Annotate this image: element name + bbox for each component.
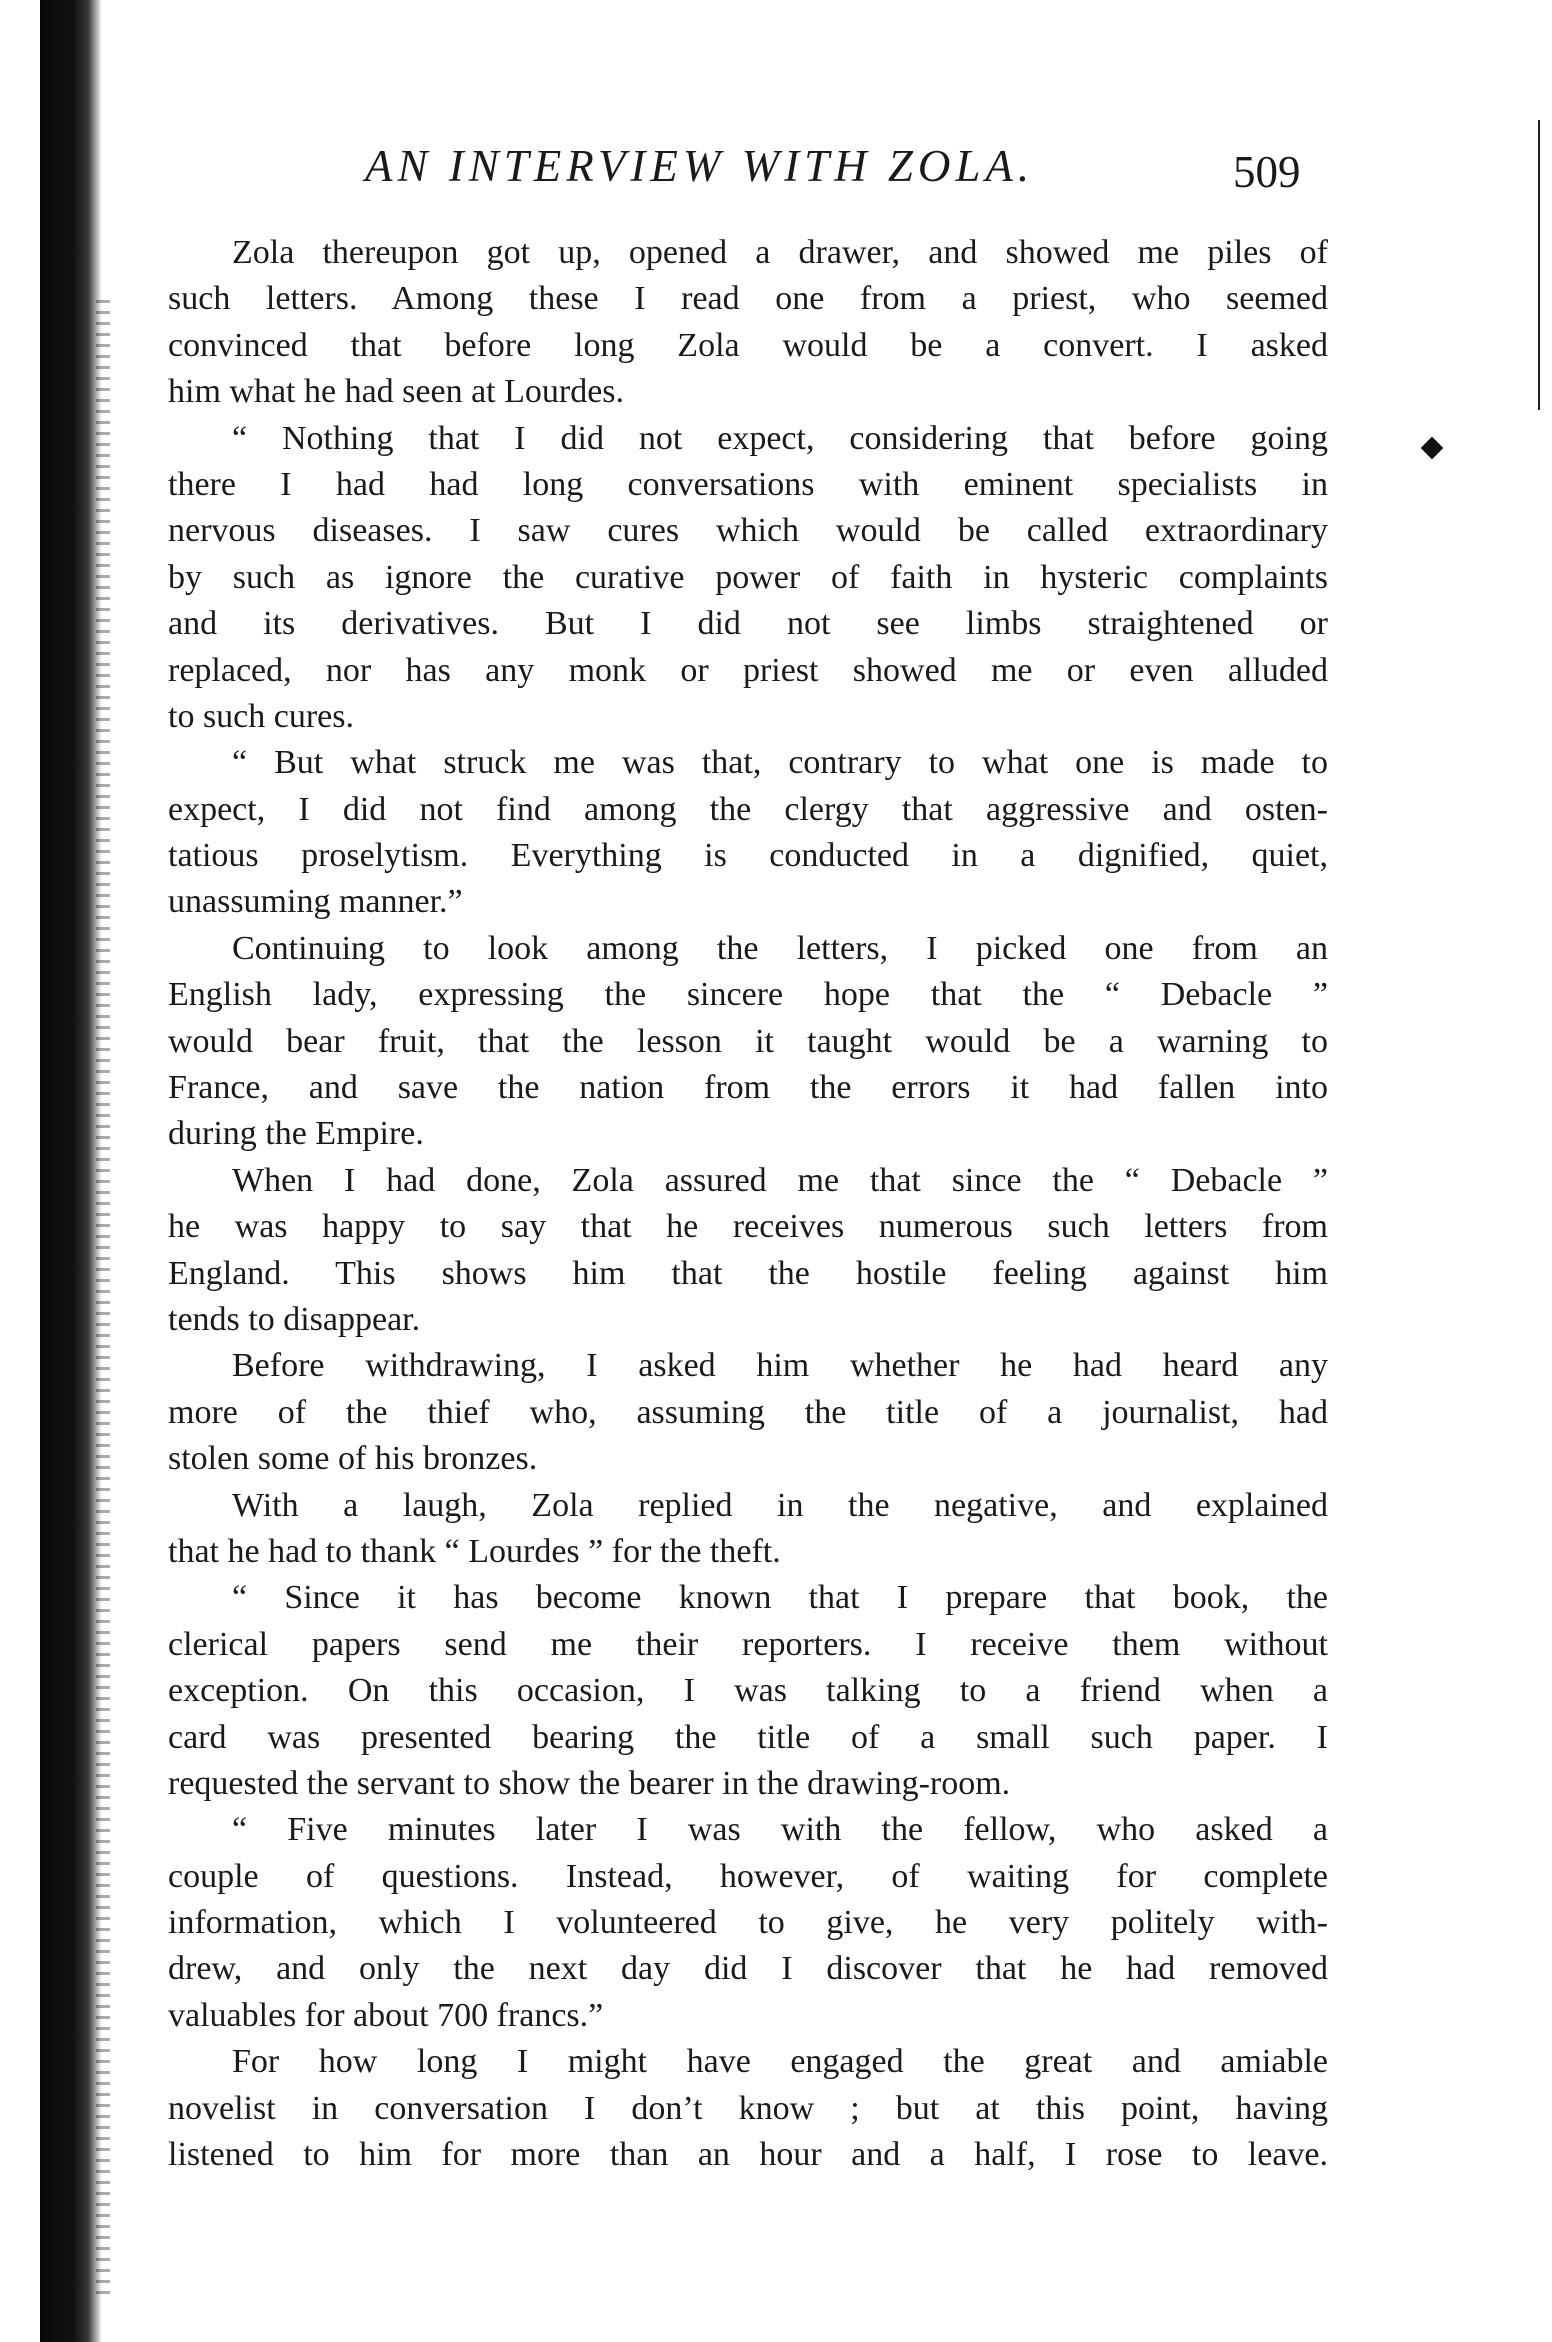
text-line: unassuming manner.” [168, 883, 463, 921]
text-line: such letters. Among these I read one from a priest, who seemed [168, 280, 1328, 318]
text-line: tends to disappear. [168, 1300, 421, 1338]
margin-bullet-mark [1421, 437, 1444, 460]
text-line: to such cures. [168, 697, 355, 735]
text-line: “ Since it has become known that I prepare that book, the [232, 1579, 1328, 1617]
text-line: requested the servant to show the bearer in the drawing-room. [168, 1764, 1011, 1802]
text-line: For how long I might have engaged the great and amiable [232, 2043, 1328, 2081]
text-line: valuables for about 700 francs.” [168, 1996, 604, 2034]
text-line: English lady, expressing the sincere hope that the “ Debacle ” [168, 976, 1328, 1014]
text-line: “ But what struck me was that, contrary to what one is made to [232, 744, 1328, 782]
text-line: he was happy to say that he receives numerous such letters from [168, 1208, 1328, 1246]
text-line: more of the thief who, assuming the title of a journalist, had [168, 1393, 1328, 1431]
text-line: England. This shows him that the hostile feeling against him [168, 1254, 1328, 1292]
text-line: stolen some of his bronzes. [168, 1440, 538, 1478]
text-line: With a laugh, Zola replied in the negative, and explained [232, 1486, 1328, 1524]
scan-binding-shadow [40, 0, 102, 2342]
text-line: couple of questions. Instead, however, of waiting for complete [168, 1857, 1328, 1895]
text-line: France, and save the nation from the errors it had fallen into [168, 1069, 1328, 1107]
text-line: tatious proselytism. Everything is conducted in a dignified, quiet, [168, 837, 1328, 875]
scan-edge-texture [96, 300, 110, 2300]
text-line: When I had done, Zola assured me that since the “ Debacle ” [232, 1161, 1328, 1199]
text-line: Continuing to look among the letters, I picked one from an [232, 929, 1328, 967]
body-text [168, 230, 1328, 2178]
text-line: and its derivatives. But I did not see limbs straightened or [168, 605, 1328, 643]
text-line: replaced, nor has any monk or priest showed me or even alluded [168, 651, 1328, 689]
margin-rule [1538, 120, 1540, 410]
text-line: novelist in conversation I don’t know ; but at this point, having [168, 2089, 1328, 2127]
text-line: “ Nothing that I did not expect, considering that before going [232, 419, 1328, 457]
running-head: AN INTERVIEW WITH ZOLA. [365, 141, 1035, 191]
text-line: expect, I did not find among the clergy that aggressive and osten- [168, 790, 1328, 828]
text-line: clerical papers send me their reporters. I receive them without [168, 1625, 1328, 1663]
text-line: nervous diseases. I saw cures which would be called extraordinary [168, 512, 1328, 550]
text-line: him what he had seen at Lourdes. [168, 373, 625, 411]
text-line: there I had had long conversations with eminent specialists in [168, 465, 1328, 503]
text-line: exception. On this occasion, I was talking to a friend when a [168, 1672, 1328, 1710]
text-line: Zola thereupon got up, opened a drawer, and showed me piles of [232, 234, 1328, 271]
text-line: by such as ignore the curative power of faith in hysteric complaints [168, 558, 1328, 596]
text-line: card was presented bearing the title of a small such paper. I [168, 1718, 1328, 1756]
text-line: Before withdrawing, I asked him whether he had heard any [232, 1347, 1328, 1385]
text-line: convinced that before long Zola would be a convert. I asked [168, 326, 1328, 364]
text-line: drew, and only the next day did I discover that he had removed [168, 1950, 1328, 1988]
page-number: 509 [1233, 147, 1301, 197]
text-line: during the Empire. [168, 1115, 424, 1153]
text-line: would bear fruit, that the lesson it taught would be a warning to [168, 1022, 1328, 1060]
text-line: listened to him for more than an hour and a half, I rose to leave. [168, 2136, 1328, 2174]
text-line: “ Five minutes later I was with the fellow, who asked a [232, 1811, 1328, 1849]
text-line: information, which I volunteered to give, he very politely with- [168, 1904, 1328, 1942]
text-line: that he had to thank “ Lourdes ” for the theft. [168, 1532, 781, 1570]
